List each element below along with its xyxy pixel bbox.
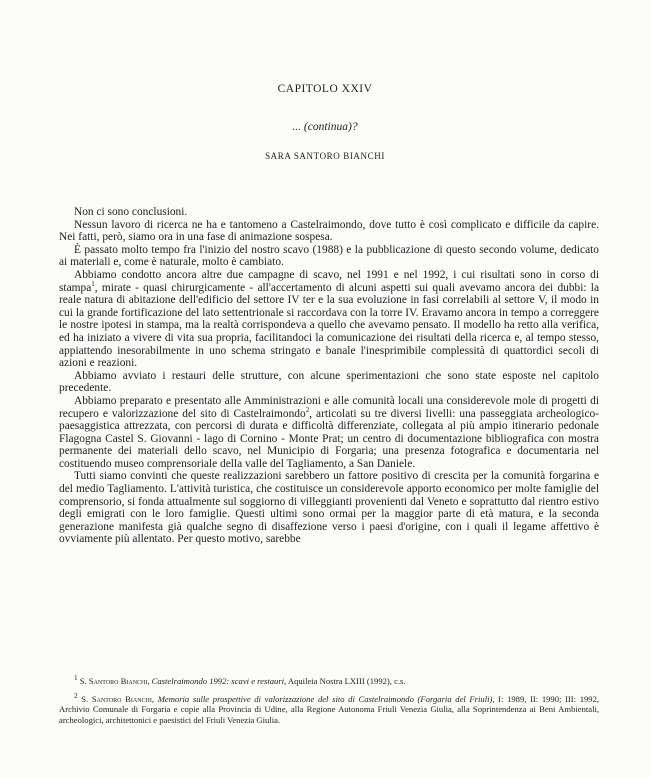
chapter-author: SARA SANTORO BIANCHI: [265, 151, 385, 161]
footnote-2: $^2$ S. Santoro Bianchi, Memoria sulle prospettive di valorizzazione del sito di Castelraimondo (Forgaria del Friuli), I: 1989, II: 1990; III: 1992, Archivio Comunale di Forgaria e copie alla Provincia di Udine, alla Regione Autonoma Friuli Venezia Giulia, alla Soprintendenza ai Beni Ambientali, archeologici, architettonici e paesistici del Friuli Venezia Giulia.: [59, 691, 600, 726]
paragraph-4-part-a: Abbiamo condotto ancora altre due campagne di scavo, nel 1991 e nel 1992, i cui risultati sono in corso di stampa: [59, 268, 599, 294]
footnote-1-number: 1: [74, 674, 78, 682]
footnote-1-rest: , Aquileia Nostra LXIII (1992), c.s.: [284, 675, 406, 686]
footnote-2-title: Memoria sulle prospettive di valorizzazione del sito di Castelraimondo (Forgaria del Friuli): [157, 693, 493, 704]
footnotes: [59, 673, 599, 730]
paragraph-3: È passato molto tempo fra l'inizio del nostro scavo (1988) e la pubblicazione di questo secondo volume, dedicato ai materiali e, come è naturale, molto è cambiato.: [59, 243, 599, 269]
footnote-2-number: 2: [74, 691, 78, 700]
paragraph-5: Abbiamo avviato i restauri delle strutture, con alcune sperimentazioni che sono state esposte nel capitolo precedente.: [59, 369, 599, 395]
footnote-2-rest: , I: 1989, II: 1990; III: 1992, Archivio Comunale di Forgaria e copie alla Provincia di Udine, alla Regione Autonoma Friuli Venezia Giulia, alla Soprintendenza ai Beni Ambientali, archeologici, architettonici e paesistici del Friuli Venezia Giulia.: [59, 693, 600, 726]
chapter-subtitle: ... (continua)?: [292, 121, 358, 133]
paragraph-6-part-a: Abbiamo preparato e presentato alle Amministrazioni e alle comunità locali una considerevole mole di progetti di recupero e valorizzazione del sito di Castelraimondo: [59, 394, 599, 420]
paragraph-4-part-b: , mirate - quasi chirurgicamente - all'accertamento di alcuni aspetti sui quali avevamo ancora dei dubbi: la reale natura di abitazione dell'edificio del settore IV ter e la sua evoluzione in fasi correlabili al settore V, il modo in cui la grande fortificazione del lato settentrionale si raccordava con la torre IV. Eravamo ancora in tempo a correggere le nostre ipotesi in stampa, ma la realtà corrispondeva a quello che avevamo pensato. Il modello ha retto alla verifica, ed ha iniziato a vivere di vita sua propria, facilitandoci la comunicazione dei risultati della ricerca e, al tempo stesso, appiattendo inesorabilmente in uno schema stringato e banale l'inesprimibile complessità di quattordici secoli di azioni e reazioni.: [59, 281, 599, 370]
footnote-1: $^1$ S. Santoro Bianchi, Castelraimondo 1992: scavi e restauri, Aquileia Nostra LXIII (1992), c.s.: [74, 674, 406, 686]
footnote-ref-2: 2: [305, 405, 310, 414]
body-text: [59, 206, 599, 546]
paragraph-6: [59, 395, 599, 471]
paragraph-4: [59, 269, 599, 370]
paragraph-7: Tutti siamo convinti che queste realizzazioni sarebbero un fattore positivo di crescita per la comunità forgarina e del medio Tagliamento. L'attività turistica, che costituisce un considerevole apporto economico per molte famiglie del comprensorio, si fonda attualmente sul soggiorno di villeggianti provenienti dal Veneto e soprattutto dal rientro estivo degli emigrati con le loro famiglie. Questi ultimi sono ormai per la maggior parte di età matura, e la seconda generazione manifesta già qualche segno di disaffezione verso i paesi d'origine, con i quali il legame affettivo è ovviamente più allentato. Per questo motivo, sarebbe: [59, 470, 599, 546]
paragraph-1: Non ci sono conclusioni.: [74, 206, 188, 218]
footnote-ref-1: 1: [91, 279, 95, 288]
footnote-2-author: S. Santoro Bianchi: [81, 693, 152, 704]
paragraph-2: Nessun lavoro di ricerca ne ha e tantomeno a Castelraimondo, dove tutto è così complicato e difficile da capire. Nei fatti, però, siamo ora in una fase di animazione sospesa.: [59, 218, 599, 244]
footnote-1-title: Castelraimondo 1992: scavi e restauri: [151, 675, 285, 686]
paragraph-6-part-b: , articolati su tre diversi livelli: una passeggiata archeologico-paesaggistica attrezzata, con percorsi di durata e difficoltà differenziate, collegata al più ampio itinerario pedonale Flagogna Castel S. Giovanni - lago di Cornino - Monte Prat; un centro di documentazione bibliografica con mostra permanente dei materiali dello scavo, nel Municipio di Forgaria; una presenza fotografica e documentaria nel costituendo museo comprensoriale della valle del Tagliamento, a San Daniele.: [59, 407, 599, 470]
footnote-1-author: S. Santoro Bianchi: [79, 675, 148, 686]
chapter-heading: CAPITOLO XXIV: [277, 83, 373, 95]
